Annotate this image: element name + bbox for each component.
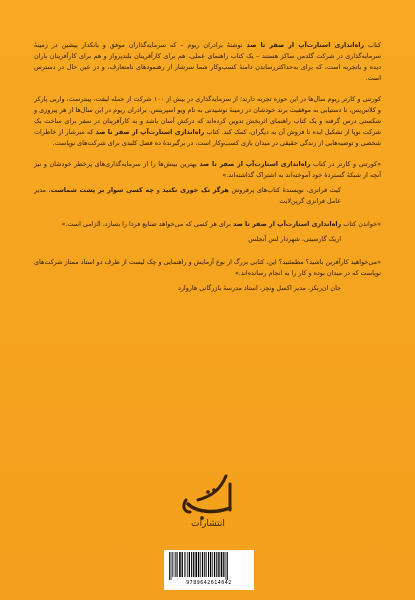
barcode-bar <box>218 552 219 577</box>
barcode-bar <box>210 552 211 577</box>
book-title-bold: چه کسی سوار بر پشت شماست <box>50 186 155 194</box>
barcode-bar <box>212 552 213 577</box>
text-span: که سرشار از خاطرات شخصی و توصیه‌هایی از زندگی حقیقی در میدان بازی کسب‌وکار است، در برگیرندهٔ ده فصل کلیدی برای شرکت‌های نوپاست. <box>34 128 381 147</box>
barcode-bar <box>169 552 170 580</box>
barcode-bar <box>221 552 223 577</box>
text-span: بهترین بینش‌ها را از سرمایه‌گذاری‌های پرخطر خودشان و نیز آنچه از شبکهٔ گستردهٔ خود آموخته‌اند به اشتراک گذاشته‌اند.» <box>34 160 381 179</box>
book-title-bold: راه‌اندازی استارت‌آپ از صفر تا صد <box>246 41 365 49</box>
book-title-bold: راه‌اندازی استارت‌آپ از صفر تا صد <box>232 220 342 228</box>
barcode-bar <box>208 552 209 577</box>
barcode-bar <box>184 552 185 577</box>
text-span: «کورتنی و کارتر در کتاب <box>310 160 381 168</box>
barcode-bar <box>206 552 207 577</box>
publisher-logo-icon <box>168 470 248 530</box>
barcode-bar <box>172 552 173 577</box>
book-title-bold: راه‌اندازی استارت‌آپ از صفر تا صد <box>95 128 205 136</box>
text-span: و <box>154 186 163 194</box>
testimonial-attribution-3: جان ان‌ریکز، مدیر اکسل وِنچر، استاد مدرسهٔ بازرگانی هاروارد <box>178 284 341 292</box>
barcode-bar <box>189 552 190 577</box>
book-title-bold: راه‌اندازی استارت‌آپ از صفر تا صد <box>199 160 311 168</box>
text-span: کیت فرانزی، نویسندهٔ کتاب‌های پرفروش <box>228 186 341 194</box>
barcode-bar <box>216 552 217 577</box>
barcode-bar <box>223 552 224 577</box>
barcode-bar <box>196 552 198 577</box>
barcode-icon <box>167 552 251 580</box>
barcode-bar <box>198 552 199 577</box>
publisher-sub-text: انتشارات <box>191 519 225 529</box>
intro-paragraph-1 <box>34 40 381 84</box>
barcode-bar <box>171 552 172 580</box>
barcode-bar <box>204 552 205 577</box>
testimonial-attribution-1 <box>34 185 381 207</box>
barcode-bar <box>214 552 215 577</box>
barcode-bar <box>187 552 188 577</box>
barcode-bar <box>226 552 227 580</box>
publisher-logo <box>168 470 248 530</box>
testimonial-quote-3: «می‌خواهید کارآفرین باشید؟ مطمئنید؟ این، کتابی بزرگ از نوع آزمایش و راهنمایی و چک لیست از طرف دو استاد ممتاز شرکت‌های نوپاست که در میدان بوده و کار را به انجام رسانده‌اند.» <box>34 258 381 277</box>
testimonial-attribution-2: اریک گارسیتی، شهردار لس آنجلس <box>248 235 341 243</box>
barcode-bar <box>179 552 181 577</box>
intro-paragraph-2 <box>34 94 381 149</box>
isbn-number: 9789642614042 <box>186 580 232 586</box>
barcode-bar <box>175 552 176 577</box>
barcode-bar <box>200 552 201 577</box>
barcode-bar <box>202 552 203 577</box>
cover-text <box>34 40 381 306</box>
text-span: برای هر کسی که می‌خواهد صنایع فردا را بسازد، الزامی است.» <box>61 220 233 228</box>
barcode-bar <box>227 552 228 580</box>
barcode-bar <box>186 552 187 577</box>
text-span: ، مدیر عامل فرانزی گرین‌لایت <box>34 186 341 205</box>
text-span: کتاب <box>364 41 381 49</box>
testimonial-quote-1 <box>34 159 381 181</box>
text-span: کورتنی و کارتر ریوم سال‌ها در این حوزه تجربه دارند؛ از سرمایه‌گذاری در بیش از ۱۰۰ شرکت از جمله لیفت، پینترست، واربی پارکر و کلاس‌پس، تا دستیابی به موفقیت برند خودشان در زمینهٔ نوشیدنی به نام ویو اسپریتس. برادران ریوم در این سال‌ها از هر پیروزی و شکستی درس گرفته و یک کتاب راهنمای اثربخش تدوین کرده‌اند که درکش آسان باشد و به کارآفرینان در سفر برای ساخت یک شرکت نوپا از تشکیل ایده تا فروش آن به دیگران، کمک کند. کتاب <box>34 95 381 136</box>
barcode-bar <box>177 552 178 577</box>
text-span: «خواندن کتاب <box>341 220 381 228</box>
barcode-bar <box>191 552 192 577</box>
barcode <box>164 550 254 590</box>
publisher-logo-text: مبلغان <box>208 482 211 483</box>
barcode-bar <box>193 552 194 577</box>
text-span: نوشتهٔ برادران ریوم – که سرمایه‌گذاران موفق و بانکدار پیشین در زمینهٔ سرمایه‌گذاری در شرکت گلدمن ساکز هستند – یک کتاب راهنمای عملی، هم برای کارآفرینان بلندپرواز و هم برای کارآفرینان باران دیده و باتجربه است، که برای به‌حداکثررساندن دامنهٔ کسب‌وکار شما سرشار از رهنمودهای نامتعارف، و در عین حال در دسترس است. <box>34 41 381 82</box>
barcode-bar <box>182 552 183 577</box>
book-title-bold: هرگز تک خوری نکنید <box>162 186 229 194</box>
barcode-bar <box>174 552 175 577</box>
testimonial-quote-2 <box>34 219 381 230</box>
